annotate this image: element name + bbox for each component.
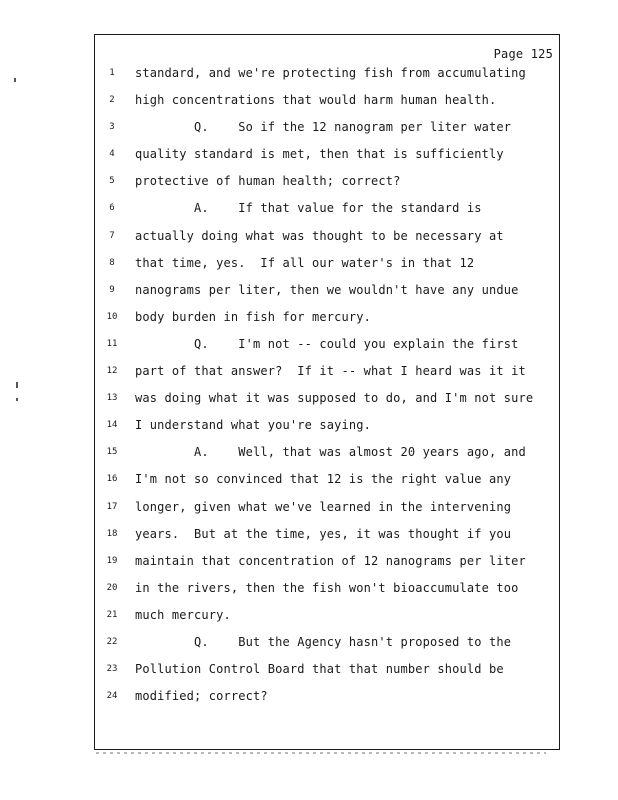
- line-text: I understand what you're saying.: [135, 418, 371, 433]
- line-text: A. If that value for the standard is: [135, 201, 482, 216]
- line-number: 19: [106, 555, 118, 566]
- transcript-line: [95, 226, 559, 253]
- line-number: 3: [109, 122, 115, 133]
- transcript-line: [95, 307, 559, 334]
- line-text: much mercury.: [135, 607, 231, 622]
- line-text: A. Well, that was almost 20 years ago, and: [135, 445, 526, 460]
- line-number: 6: [109, 203, 115, 214]
- scan-speck: [14, 78, 16, 82]
- line-text: quality standard is met, then that is sufficiently: [135, 147, 504, 162]
- scan-speck: [16, 382, 18, 388]
- line-number: 4: [109, 149, 115, 160]
- line-number: 23: [106, 664, 118, 675]
- transcript-line: [95, 578, 559, 605]
- line-number: 18: [106, 528, 118, 539]
- transcript-line: [95, 659, 559, 686]
- line-number: 1: [109, 68, 115, 78]
- transcript-line: [95, 171, 559, 198]
- line-number: 17: [106, 501, 118, 512]
- line-text: nanograms per liter, then we wouldn't have any undue: [135, 282, 519, 297]
- transcript-line: [95, 117, 559, 144]
- line-text: high concentrations that would harm human health.: [135, 93, 497, 108]
- line-text: that time, yes. If all our water's in that 12: [135, 255, 475, 270]
- transcript-line: [95, 388, 559, 415]
- line-number: 24: [106, 691, 118, 702]
- line-number: 7: [109, 230, 115, 241]
- page-number: Page 125: [493, 47, 553, 61]
- line-number: 22: [106, 636, 118, 647]
- line-text: Q. I'm not -- could you explain the first: [135, 336, 519, 351]
- line-number: 5: [109, 176, 115, 187]
- transcript-line: [95, 198, 559, 225]
- line-text: years. But at the time, yes, it was thought if you: [135, 526, 512, 541]
- line-number: 14: [106, 420, 118, 431]
- line-number: 21: [106, 609, 118, 620]
- transcript-line: [95, 632, 559, 659]
- transcript-line: [95, 469, 559, 496]
- line-number: 16: [106, 474, 118, 485]
- line-text: longer, given what we've learned in the intervening: [135, 499, 512, 514]
- line-text: I'm not so convinced that 12 is the right value any: [135, 472, 512, 487]
- line-text: standard, and we're protecting fish from accumulating: [135, 66, 526, 80]
- transcript-line: [95, 253, 559, 280]
- line-text: was doing what it was supposed to do, and I'm not sure: [135, 391, 534, 406]
- line-number: 10: [106, 311, 118, 322]
- transcript-line: [95, 361, 559, 388]
- line-text: part of that answer? If it -- what I heard was it it: [135, 364, 526, 379]
- line-number: 15: [106, 447, 118, 458]
- line-text: modified; correct?: [135, 689, 268, 704]
- line-number: 11: [106, 338, 118, 349]
- line-text: in the rivers, then the fish won't bioaccumulate too: [135, 580, 519, 595]
- transcript-line: [95, 686, 559, 713]
- line-text: protective of human health; correct?: [135, 174, 401, 189]
- transcript-line: [95, 144, 559, 171]
- transcript-line: [95, 63, 559, 90]
- transcript-line: [95, 280, 559, 307]
- line-number: 12: [106, 366, 118, 377]
- line-text: body burden in fish for mercury.: [135, 309, 371, 324]
- line-text: Q. But the Agency hasn't proposed to the: [135, 634, 512, 649]
- transcript-line: [95, 551, 559, 578]
- transcript-line: [95, 442, 559, 469]
- scan-speck: [16, 398, 18, 401]
- transcript-line: [95, 415, 559, 442]
- transcript-line: [95, 497, 559, 524]
- transcript-line: [95, 334, 559, 361]
- line-number: 2: [109, 95, 115, 106]
- line-number: 8: [109, 257, 115, 268]
- line-text: maintain that concentration of 12 nanograms per liter: [135, 553, 526, 568]
- line-text: Q. So if the 12 nanogram per liter water: [135, 120, 512, 135]
- line-text: actually doing what was thought to be necessary at: [135, 228, 504, 243]
- transcript-line: [95, 90, 559, 117]
- line-number: 20: [106, 582, 118, 593]
- transcript-line: [95, 605, 559, 632]
- line-number: 13: [106, 393, 118, 404]
- line-number: 9: [109, 284, 115, 295]
- transcript-line: [95, 524, 559, 551]
- scan-noise-strip: [96, 752, 546, 754]
- transcript-page: [94, 34, 560, 750]
- transcript-lines: [95, 63, 559, 713]
- line-text: Pollution Control Board that that number should be: [135, 662, 504, 677]
